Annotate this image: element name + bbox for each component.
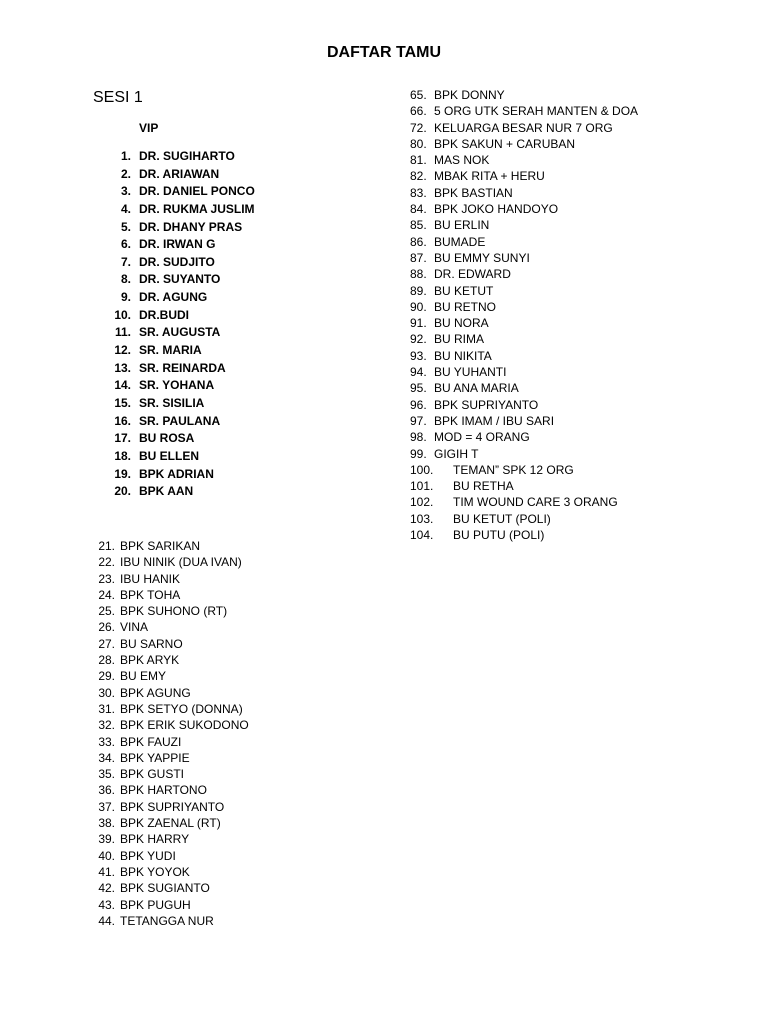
guest-list-item	[92, 554, 249, 570]
guest-list-item	[110, 289, 255, 307]
guest-name: BPK ERIK SUKODONO	[120, 718, 249, 733]
guest-name: BPK SAKUN + CARUBAN	[434, 136, 576, 151]
guest-list-item	[410, 429, 638, 445]
guest-number: 33.	[98, 734, 115, 749]
guest-number: 24.	[98, 587, 115, 602]
guest-number: 10.	[114, 307, 131, 322]
guest-number: 99.	[410, 446, 427, 461]
guest-list-item	[110, 483, 255, 501]
guest-list-item	[110, 307, 255, 325]
guest-name: BUMADE	[434, 234, 486, 249]
guest-number: 16.	[114, 413, 131, 428]
guest-list-item	[92, 782, 249, 798]
guest-number: 15.	[114, 395, 131, 410]
guest-list-item	[410, 478, 638, 494]
guest-number: 30.	[98, 685, 115, 700]
guest-list-item	[92, 652, 249, 668]
guest-list-item	[92, 848, 249, 864]
guest-number: 9.	[120, 290, 131, 305]
guest-list-item	[110, 395, 255, 413]
guest-name: SR. AUGUSTA	[139, 325, 221, 340]
guest-list-item	[92, 880, 249, 896]
guest-list-right	[410, 87, 638, 543]
guest-list-item	[92, 799, 249, 815]
guest-number: 89.	[410, 283, 427, 298]
guest-number: 31.	[98, 701, 115, 716]
guest-list-item	[92, 717, 249, 733]
guest-list-item	[92, 685, 249, 701]
guest-list-item	[410, 234, 638, 250]
guest-list-item	[92, 750, 249, 766]
guest-number: 40.	[98, 848, 115, 863]
guest-list-item	[110, 219, 255, 237]
guest-number: 17.	[114, 431, 131, 446]
guest-number: 2.	[120, 166, 131, 181]
guest-name: DR. AGUNG	[139, 290, 208, 305]
guest-list-item	[92, 815, 249, 831]
guest-number: 95.	[410, 381, 427, 396]
guest-list-item	[110, 466, 255, 484]
guest-list-item	[92, 701, 249, 717]
guest-list-item	[410, 168, 638, 184]
guest-list-item	[110, 342, 255, 360]
guest-number: 6.	[120, 237, 131, 252]
guest-name: IBU NINIK (DUA IVAN)	[120, 555, 242, 570]
guest-name: BPK FAUZI	[120, 734, 182, 749]
guest-number: 37.	[98, 799, 115, 814]
guest-list-item	[410, 87, 638, 103]
guest-list-item	[410, 397, 638, 413]
guest-number: 90.	[410, 299, 427, 314]
guest-number: 103.	[410, 511, 434, 526]
guest-number: 14.	[114, 378, 131, 393]
guest-name: BPK YOYOK	[120, 864, 190, 879]
guest-number: 39.	[98, 832, 115, 847]
guest-name: BPK AAN	[139, 484, 194, 499]
guest-name: BU RETHA	[453, 479, 514, 494]
guest-number: 96.	[410, 397, 427, 412]
vip-heading: VIP	[139, 121, 159, 135]
guest-list-item	[410, 103, 638, 119]
guest-list-item	[110, 236, 255, 254]
guest-list-item	[110, 183, 255, 201]
guest-number: 81.	[410, 153, 427, 168]
guest-list-item	[110, 413, 255, 431]
guest-number: 88.	[410, 267, 427, 282]
guest-name: BPK PUGUH	[120, 897, 191, 912]
guest-number: 101.	[410, 479, 434, 494]
guest-name: BPK IMAM / IBU SARI	[434, 413, 555, 428]
guest-number: 41.	[98, 864, 115, 879]
guest-name: MOD = 4 ORANG	[434, 430, 530, 445]
guest-list-item	[410, 348, 638, 364]
guest-number: 28.	[98, 653, 115, 668]
guest-list-item	[92, 636, 249, 652]
guest-name: GIGIH T	[434, 446, 479, 461]
guest-name: BPK YUDI	[120, 848, 176, 863]
guest-name: DR. SUYANTO	[139, 272, 221, 287]
guest-name: DR. ARIAWAN	[139, 166, 220, 181]
guest-list-item	[410, 527, 638, 543]
guest-name: BU ERLIN	[434, 218, 490, 233]
guest-list-item	[410, 250, 638, 266]
guest-number: 29.	[98, 669, 115, 684]
guest-number: 27.	[98, 636, 115, 651]
guest-name: BPK ADRIAN	[139, 466, 214, 481]
guest-list-item	[110, 377, 255, 395]
guest-list-item	[410, 331, 638, 347]
guest-name: TIM WOUND CARE 3 ORANG	[453, 495, 618, 510]
guest-number: 13.	[114, 360, 131, 375]
guest-name: MBAK RITA + HERU	[434, 169, 545, 184]
guest-list-item	[110, 271, 255, 289]
guest-number: 80.	[410, 136, 427, 151]
guest-number: 11.	[114, 325, 131, 340]
guest-list-left	[92, 538, 249, 929]
guest-list-item	[410, 299, 638, 315]
guest-list-item	[410, 413, 638, 429]
guest-name: BU RETNO	[434, 299, 497, 314]
guest-name: SR. PAULANA	[139, 413, 221, 428]
guest-number: 65.	[410, 88, 427, 102]
guest-number: 104.	[410, 528, 434, 543]
guest-name: DR.BUDI	[139, 307, 189, 322]
guest-list-item	[92, 619, 249, 635]
guest-number: 21.	[98, 539, 115, 553]
guest-number: 36.	[98, 783, 115, 798]
guest-list-item	[410, 315, 638, 331]
guest-name: BPK GUSTI	[120, 767, 185, 782]
guest-list-item	[92, 831, 249, 847]
guest-list-item	[92, 897, 249, 913]
guest-name: BPK SARIKAN	[120, 539, 201, 553]
guest-list-item	[110, 148, 255, 166]
guest-number: 5.	[120, 219, 131, 234]
guest-list-item	[92, 734, 249, 750]
vip-guest-list	[110, 148, 255, 501]
guest-list-item	[110, 201, 255, 219]
guest-number: 19.	[114, 466, 131, 481]
guest-number: 92.	[410, 332, 427, 347]
guest-name: SR. YOHANA	[139, 378, 215, 393]
guest-list-item	[92, 571, 249, 587]
guest-name: DR. DHANY PRAS	[139, 219, 243, 234]
guest-number: 7.	[120, 254, 131, 269]
guest-name: BPK ZAENAL (RT)	[120, 816, 221, 831]
guest-number: 86.	[410, 234, 427, 249]
guest-number: 18.	[114, 448, 131, 463]
guest-name: VINA	[120, 620, 149, 635]
guest-name: KELUARGA BESAR NUR 7 ORG	[434, 120, 613, 135]
guest-number: 4.	[120, 201, 131, 216]
guest-list-item	[410, 136, 638, 152]
guest-number: 72.	[410, 120, 427, 135]
guest-list-item	[410, 120, 638, 136]
guest-number: 22.	[98, 555, 115, 570]
guest-list-item	[92, 538, 249, 554]
guest-number: 20.	[114, 484, 131, 499]
guest-name: BPK TOHA	[120, 587, 181, 602]
guest-number: 83.	[410, 185, 427, 200]
guest-name: MAS NOK	[434, 153, 490, 168]
guest-number: 3.	[120, 184, 131, 199]
guest-name: SR. REINARDA	[139, 360, 226, 375]
guest-name: DR. SUDJITO	[139, 254, 215, 269]
guest-number: 12.	[114, 343, 131, 358]
guest-list-item	[410, 462, 638, 478]
guest-name: BPK HARTONO	[120, 783, 207, 798]
guest-number: 98.	[410, 430, 427, 445]
guest-name: DR. EDWARD	[434, 267, 511, 282]
guest-name: BU EMMY SUNYI	[434, 250, 530, 265]
guest-name: BU SARNO	[120, 636, 183, 651]
guest-name: BPK SUGIANTO	[120, 881, 210, 896]
guest-list-item	[410, 152, 638, 168]
guest-name: DR. SUGIHARTO	[139, 149, 235, 163]
guest-list-item	[410, 217, 638, 233]
guest-number: 87.	[410, 250, 427, 265]
guest-list-item	[92, 766, 249, 782]
guest-name: BPK SUPRIYANTO	[434, 397, 539, 412]
guest-name: TETANGGA NUR	[120, 913, 214, 928]
guest-name: BU KETUT	[434, 283, 494, 298]
guest-number: 26.	[98, 620, 115, 635]
guest-name: SR. SISILIA	[139, 395, 205, 410]
guest-name: SR. MARIA	[139, 343, 202, 358]
guest-number: 93.	[410, 348, 427, 363]
guest-number: 66.	[410, 104, 427, 119]
guest-name: 5 ORG UTK SERAH MANTEN & DOA	[434, 104, 639, 119]
guest-number: 38.	[98, 816, 115, 831]
guest-list-item	[92, 603, 249, 619]
guest-number: 100.	[410, 462, 434, 477]
guest-list-item	[92, 913, 249, 929]
guest-name: BPK JOKO HANDOYO	[434, 202, 559, 217]
guest-number: 32.	[98, 718, 115, 733]
guest-list-item	[110, 448, 255, 466]
guest-number: 102.	[410, 495, 434, 510]
guest-number: 1.	[120, 149, 131, 163]
guest-name: BPK BASTIAN	[434, 185, 513, 200]
guest-list-item	[92, 864, 249, 880]
guest-name: BPK ARYK	[120, 653, 180, 668]
guest-number: 8.	[120, 272, 131, 287]
guest-name: BPK AGUNG	[120, 685, 191, 700]
guest-name: BPK HARRY	[120, 832, 190, 847]
guest-number: 85.	[410, 218, 427, 233]
guest-list-item	[110, 254, 255, 272]
guest-list-item	[92, 668, 249, 684]
guest-name: IBU HANIK	[120, 571, 181, 586]
guest-name: DR. IRWAN G	[139, 237, 216, 252]
guest-list-item	[92, 587, 249, 603]
guest-name: BU NIKITA	[434, 348, 492, 363]
guest-name: BU NORA	[434, 316, 489, 331]
guest-name: BPK DONNY	[434, 88, 505, 102]
guest-name: DR. DANIEL PONCO	[139, 184, 255, 199]
guest-name: TEMAN” SPK 12 ORG	[453, 462, 574, 477]
guest-name: DR. RUKMA JUSLIM	[139, 201, 255, 216]
guest-name: BU PUTU (POLI)	[453, 528, 545, 543]
guest-name: BU ELLEN	[139, 448, 199, 463]
guest-list-item	[410, 185, 638, 201]
guest-list-item	[410, 283, 638, 299]
guest-number: 42.	[98, 881, 115, 896]
guest-list-item	[410, 380, 638, 396]
guest-name: BU KETUT (POLI)	[453, 511, 551, 526]
guest-name: BU RIMA	[434, 332, 485, 347]
guest-list-item	[410, 494, 638, 510]
guest-number: 94.	[410, 365, 427, 380]
guest-number: 23.	[98, 571, 115, 586]
guest-number: 91.	[410, 316, 427, 331]
guest-list-item	[110, 324, 255, 342]
guest-number: 82.	[410, 169, 427, 184]
guest-name: BU EMY	[120, 669, 167, 684]
guest-list-item	[410, 364, 638, 380]
guest-name: BU ROSA	[139, 431, 195, 446]
guest-number: 44.	[98, 913, 115, 928]
guest-name: BU YUHANTI	[434, 365, 507, 380]
guest-name: BPK YAPPIE	[120, 750, 190, 765]
guest-list-item	[410, 201, 638, 217]
guest-number: 84.	[410, 202, 427, 217]
guest-list-item	[110, 166, 255, 184]
session-heading: SESI 1	[93, 89, 143, 106]
guest-list-item	[410, 511, 638, 527]
guest-name: BU ANA MARIA	[434, 381, 519, 396]
guest-name: BPK SUHONO (RT)	[120, 604, 228, 619]
guest-number: 97.	[410, 413, 427, 428]
guest-list-item	[410, 266, 638, 282]
guest-number: 25.	[98, 604, 115, 619]
guest-number: 35.	[98, 767, 115, 782]
guest-list-item	[110, 430, 255, 448]
guest-name: BPK SETYO (DONNA)	[120, 701, 243, 716]
guest-list-item	[410, 446, 638, 462]
guest-number: 34.	[98, 750, 115, 765]
document-title: DAFTAR TAMU	[326, 44, 442, 61]
guest-name: BPK SUPRIYANTO	[120, 799, 225, 814]
guest-number: 43.	[98, 897, 115, 912]
guest-list-item	[110, 360, 255, 378]
